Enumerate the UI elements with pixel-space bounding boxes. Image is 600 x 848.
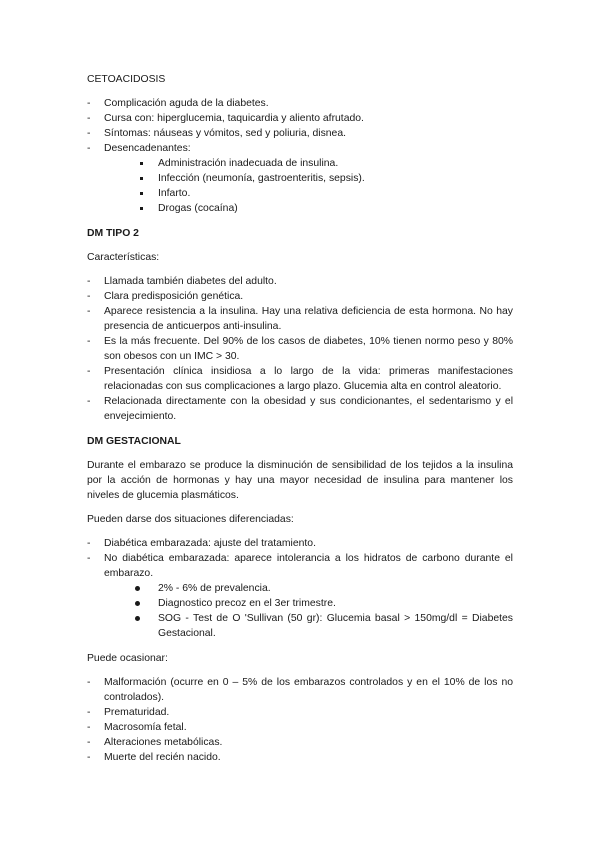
list-item: - Malformación (ocurre en 0 – 5% de los embarazos controlados y en el 10% de los no controlados). <box>87 675 513 705</box>
subheading-caracteristicas: Características: <box>87 252 160 263</box>
list-item: - Complicación aguda de la diabetes. <box>87 96 513 111</box>
list-item: - Es la más frecuente. Del 90% de los casos de diabetes, 10% tienen normo peso y 80% son obesos con un IMC > 30. <box>87 334 513 364</box>
list-item: - Aparece resistencia a la insulina. Hay una relativa deficiencia de esta hormona. No hay presencia de anticuerpos anti-insulina. <box>87 304 513 334</box>
list-item <box>87 551 513 641</box>
gestacional-intro: Durante el embarazo se produce la disminución de sensibilidad de los tejidos a la insulina por la acción de hormonas y hay una mayor necesidad de insulina para mantener los niveles de glucemia plasmáticos. <box>87 460 513 501</box>
list-item: - Prematuridad. <box>87 705 513 720</box>
list-item: - Macrosomía fetal. <box>87 720 513 735</box>
sublist-item: Infección (neumonía, gastroenteritis, sepsis). <box>140 171 513 186</box>
heading-cetoacidosis: CETOACIDOSIS <box>87 74 166 85</box>
sublist-item: 2% - 6% de prevalencia. <box>135 581 513 596</box>
list-item: - Alteraciones metabólicas. <box>87 735 513 750</box>
sublist-item: Drogas (cocaína) <box>140 201 513 216</box>
list-item: - Presentación clínica insidiosa a lo largo de la vida: primeras manifestaciones relacionadas con sus complicaciones a largo plazo. Glucemia alta en control aleatorio. <box>87 364 513 394</box>
list-item: - Llamada también diabetes del adulto. <box>87 274 513 289</box>
consequences-title: Puede ocasionar: <box>87 653 168 664</box>
heading-dm-tipo-2: DM TIPO 2 <box>87 228 139 239</box>
dm-tipo-2-list <box>87 274 513 424</box>
list-item: - Diabética embarazada: ajuste del tratamiento. <box>87 536 513 551</box>
sublist-item: SOG - Test de O 'Sullivan (50 gr): Glucemia basal > 150mg/dl = Diabetes Gestacional. <box>135 611 513 641</box>
list-item: - Relacionada directamente con la obesidad y sus condicionantes, el sedentarismo y el envejecimiento. <box>87 394 513 424</box>
list-item: - Cursa con: hiperglucemia, taquicardia y aliento afrutado. <box>87 111 513 126</box>
situations-list <box>87 536 513 641</box>
sublist-item: Administración inadecuada de insulina. <box>140 156 513 171</box>
list-item: - Clara predisposición genética. <box>87 289 513 304</box>
sublist-item: Infarto. <box>140 186 513 201</box>
sublist-item: Diagnostico precoz en el 3er trimestre. <box>135 596 513 611</box>
situations-title: Pueden darse dos situaciones diferenciadas: <box>87 514 294 525</box>
list-item-label: Desencadenantes: <box>104 143 191 154</box>
triggers-list <box>104 156 513 216</box>
list-item <box>87 141 513 216</box>
cetoacidosis-list <box>87 96 513 216</box>
consequences-list <box>87 675 513 765</box>
details-list <box>104 581 513 641</box>
list-item: - Síntomas: náuseas y vómitos, sed y poliuria, disnea. <box>87 126 513 141</box>
list-item: - Muerte del recién nacido. <box>87 750 513 765</box>
heading-dm-gestacional: DM GESTACIONAL <box>87 436 181 447</box>
list-item-label: No diabética embarazada: aparece intolerancia a los hidratos de carbono durante el embarazo. <box>104 553 513 579</box>
